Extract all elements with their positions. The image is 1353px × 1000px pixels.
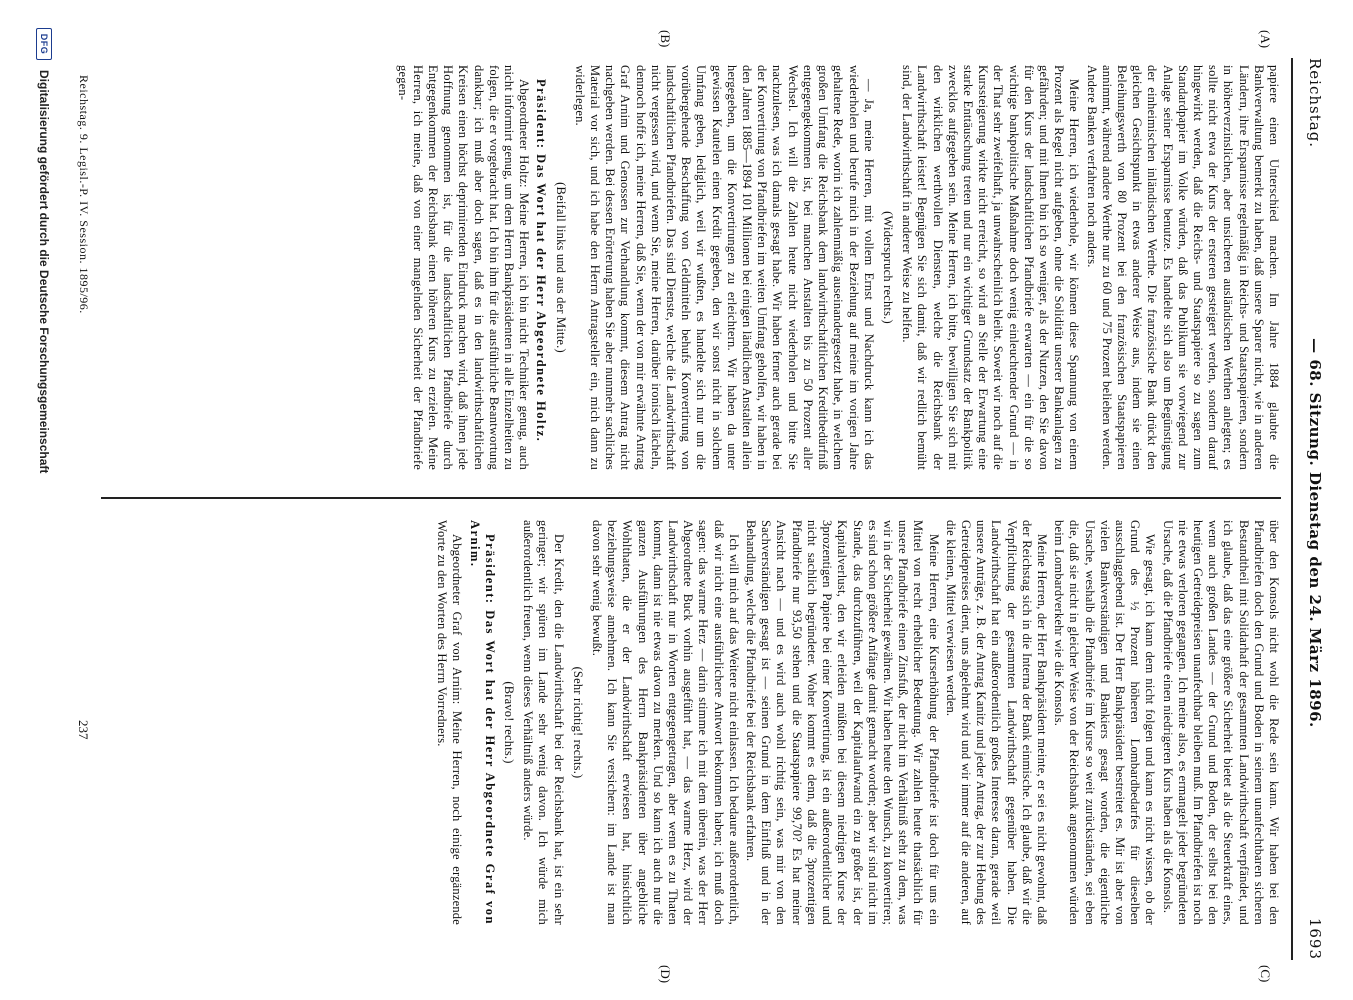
paragraph: Der Kredit, den die Landwirthschaft bei der Reichsbank hat, ist ein sehr geringer; wir spüren im Lande sehr wenig davon. Ich würde mich außerordentlich freuen, wenn dieses Verhältniß anders würde. bbox=[521, 520, 566, 925]
column-divider bbox=[101, 497, 1281, 499]
footer-sheet-number: 237 bbox=[76, 720, 91, 740]
paragraph: Abgeordneter Graf von Arnim: Meine Herren, noch einige ergänzende Worte zu den Worten des Herrn Vorredners. bbox=[435, 520, 465, 925]
paragraph: Abgeordneter Holtz: Meine Herren, ich bin nicht Techniker genug, auch nicht informirt genug, um dem Herrn Bankpräsidenten in alle Einzelheiten zu folgen, die er vorgebracht hat. Ich bin ihm für die ausführliche Beantwortung dankbar; ich muß aber doch sagen, daß es in den landwirthschaftlichen Kreisen einen höchst deprimirenden Eindruck machen wird, daß ihnen jede Hoffnung genommen ist, für die landschaftlichen Pfandbriefe durch Entgegenkommen der Reichsbank einen höheren Kurs zu erzielen. Meine Herren, ich meine, daß von einer mangelnden Sicherheit der Pfandbriefe gegen- bbox=[395, 65, 532, 470]
header-left: Reichstag. bbox=[1306, 58, 1324, 149]
margin-letter-b: (B) bbox=[658, 30, 673, 48]
interjection: (Bravo! rechts.) bbox=[502, 681, 517, 764]
header-session: — 68. Sitzung. Dienstag den 24. März 1896. bbox=[1306, 338, 1324, 728]
paragraph: Wie gesagt, ich kann dem nicht folgen und kann es nicht wissen, ob der Grund des ½ Prozent höheren Lombardbedarfes für dieselben ausschlaggebend ist. Der Herr Bankpräsident bestreitet es. Mir ist aber von vielen Bankverständigen und Bankiers gesagt worden, die eigentliche Ursache, weshalb die Pfandbriefe im Kurse so weit zurückständen, sei eben die, daß sie nicht in gleicher Weise von der Reichsbank angenommen würden beim Lombardverkehr wie die Konsols. bbox=[1052, 520, 1158, 925]
paragraph: über den Konsols nicht wohl die Rede sein kann. Wir haben bei den Pfandbriefen doch den Grund und Boden in seinem unanfechtbaren sicheren Bestandtheil mit Solidarhaft der gesammten Landwirthschaft verpfändet, und ich glaube, daß das eine größere Sicherheit bietet als die Steuerkraft eines, wenn auch großen Landes — der Grund und Boden, der selbst bei den heutigen Getreidepreisen unanfechtbar bleiben muß. Im Pfandbriefen ist noch nie etwas verloren gegangen. Ich meine also, es ermangelt jeder begründeten Ursache, daß die Pfandbriefe einen niedrigeren Kurs haben als die Konsols. bbox=[1160, 520, 1281, 925]
speaker-line: Präsident: Das Wort hat der Herr Abgeordnete Graf von Arnim. bbox=[467, 520, 497, 925]
paragraph: Meine Herren, eine Kurserhöhung der Pfandbriefe ist doch für uns ein Mittel von recht erheblicher Bedeutung. Wir zahlen heute thatsächlich für unsere Pfandbriefe einen Zinsfuß, der nicht im Verhältniß steht zu dem, was wir in der Sicherheit gewähren. Wir haben heute den Wunsch, zu konvertiren; es sind schon größere Anfänge damit gemacht worden; aber wir sind nicht im Stande, das durchzuführen, weil der Kapitalaufwand ein zu großer ist, der Kapitalverlust, den wir erleiden müßten bei diesem niedrigen Kurse der 3prozentigen Papiere bei einer Konvertirung, ist ein außerordentlicher und nicht sachlich begründeter. Woher kommt es denn, daß die 3prozentigen Pfandbriefe nur 93,50 stehen und die Staatspapiere 99,70? Es hat meiner Ansicht nach — und es wird auch wohl richtig sein, was mir von den Sachverständigen gesagt ist — seinen Grund in dem Einfluß und in der Behandlung, welche die Pfandbriefe bei der Reichsbank erfahren. bbox=[744, 520, 941, 925]
dfg-logo-icon: DFG bbox=[36, 28, 52, 60]
paragraph: — Ja, meine Herren, mit vollem Ernst und Nachdruck kann ich das wiederholen und berufe mich in der Beziehung auf meine im vorigen Jahre gehaltene Rede, worin ich zahlenmäßig auseinandergesetzt habe, in welchem großen Umfang die Reichsbank dem landwirthschaftlichen Kreditbedürfniß entgegengekommen ist, bei manchen Anstalten bis zu 50 Prozent aller Wechsel. Ich will die Zahlen heute nicht wiederholen und bitte Sie nachzulesen, was ich damals gesagt habe. Wir haben ferner auch gerade bei der Konvertirung von Pfandbriefen im weiten Umfang geholfen, wir haben in den Jahren 1885—1894 101 Millionen bei einigen ländlichen Anstalten allein hergegeben, um die Konvertirungen zu erleichtern. Wir haben da unter gewissen Kautelen einen Kredit gegeben, den wir sonst nicht in solchem Umfang geben, lediglich, weil wir wußten, es handelte sich nur um die vorübergehende Beschaffung von Geldmitteln behufs Konvertirung von landschaftlichen Pfandbriefen. Das sind Dienste, welche die Landwirthschaft nicht vergessen wird, und wenn Sie, meine Herren, darüber ironisch lächeln, dennoch hoffe ich, meine Herren, daß Sie, wenn der von mir erwähnte Antrag Graf Arnim und Genossen zur Verhandlung kommt, diesem Antrag nicht nachgeben werden. Bei dessen Erörterung haben Sie aber nunmehr sachliches Material vor sich, und ich habe den Herrn Antragsteller ein, mich dann zu widerlegen. bbox=[572, 65, 876, 470]
margin-letter-a: (A) bbox=[1258, 30, 1273, 49]
interjection: (Sehr richtig! rechts.) bbox=[570, 666, 585, 779]
footer-session-info: Reichstag. 9. Legisl.-P. IV. Session. 1895/96. bbox=[77, 75, 91, 314]
paragraph: Ich will mich auf das Weitere nicht einlassen. Ich bedaure außerordentlich, daß wir nicht eine ausführlichere Antwort bekommen haben; ich muß doch sagen: das warme Herz — darin stimme ich mit dem überein, was der Herr Abgeordnete Buck vorhin ausgeführt hat, — das warme Herz, wird der Landwirthschaft nur in Worten entgegengetragen, aber wenn es zu Thaten kommt, dann ist nie etwas davon zu merken. Und so kann ich auch nur die ganzen Ausführungen des Herrn Bankpräsidenten über angebliche Wohlthaten, die er der Landwirthschaft erwiesen hat, hinsichtlich beziehungsweise annehmen. Ich kann Sie versichern: im Lande ist man davon sehr wenig bewußt. bbox=[590, 520, 741, 925]
margin-letter-d: (D) bbox=[658, 965, 673, 984]
right-column bbox=[106, 520, 1281, 925]
interjection: (Beifall links und aus der Mitte.) bbox=[553, 182, 568, 353]
left-column bbox=[106, 65, 1281, 470]
header-rule bbox=[1291, 58, 1293, 960]
running-header bbox=[1295, 58, 1335, 960]
digitization-credit bbox=[30, 0, 58, 1000]
paragraph: Meine Herren, ich wiederhole, wir können diese Spannung von einem Prozent als Regel nicht aufgeben, ohne die Solidität unserer Bankanlagen zu gefährden; und mit Ihnen bin ich so weniger, als der Nutzen, den Sie davon für den Kurs der landschaftlichen Pfandbriefe erwarten — ein für die so wichtige bankpolitische Maßnahme doch wenig einleuchtender Grund — in der That sehr zweifelhaft, ja unwahrscheinlich bleibt. Soweit wir noch auf die Kurssteigerung wirkte nicht erreicht, so wird an Stelle der Erwartung eine starke Enttäuschung treten und nur ein wichtiger Grundsatz der Bankpolitik zwecklos aufgegeben sein. Meine Herren, ich bitte, bewilligen Sie sich mit den wirklichen werthvollen Diensten, welche die Reichsbank der Landwirthschaft leistet! Begnügen Sie sich damit, daß wir redlich bemüht sind, der Landwirthschaft in anderer Weise zu helfen. bbox=[900, 65, 1082, 470]
speaker-line: Präsident: Das Wort hat der Herr Abgeordnete Holtz. bbox=[534, 79, 549, 443]
interjection: (Widerspruch rechts.) bbox=[880, 211, 895, 324]
paragraph: Meine Herren, der Herr Bankpräsident meinte, er sei es nicht gewohnt, daß der Reichstag sich in die Interna der Bank einmische. Ich glaube, daß wir die Verpflichtung der gesammten Landwirthschaft gegenüber haben. Die Landwirthschaft hat ein außerordentlich großes Interesse daran, gerade weil unsere Anträge, z. B. der Antrag Kanitz und jeder Antrag, der zur Hebung des Getreidepreises dient, uns abgelehnt wird und wir immer auf die anderen, auf die kleinen, Mittel verwiesen werden. bbox=[943, 520, 1049, 925]
margin-letter-c: (C) bbox=[1258, 965, 1273, 983]
paragraph: papiere einen Unterschied machen. Im Jahre 1884 glaubte die Bankverwaltung bemerkt zu haben, daß unsere Sparer nicht, wie in anderen Ländern, ihre Ersparnisse regelmäßig in Reichs- und Staatspapieren, sondern in höherverzinslichen, aber unsicheren ausländischen Werthen anlegten; es sollte nicht etwa der Kurs der ersteren gesteigert werden, sondern darauf hingewirkt werden, daß die Reichs- und Staatspapiere so zu sagen zum Standardpapier im Volke würden, daß das Publikum sie vorwiegend zur Anlage seiner Ersparnisse benutze. Es handelte sich also um Begünstigung der einheimischen inländischen Werthe. Die französische Bank drückt den gleichen Gesichtspunkt in etwas anderer Weise aus, indem sie einen Beleihungswerth von 80 Prozent bei den französischen Staatspapieren annimmt, während andere Werthe nur zu 60 und 75 Prozent beliehen werden. Andere Banken verfahren noch anders. bbox=[1084, 65, 1281, 470]
page-number: 1693 bbox=[1306, 917, 1324, 960]
credit-text: Digitalisierung gefördert durch die Deutsche Forschungsgemeinschaft bbox=[37, 70, 51, 474]
